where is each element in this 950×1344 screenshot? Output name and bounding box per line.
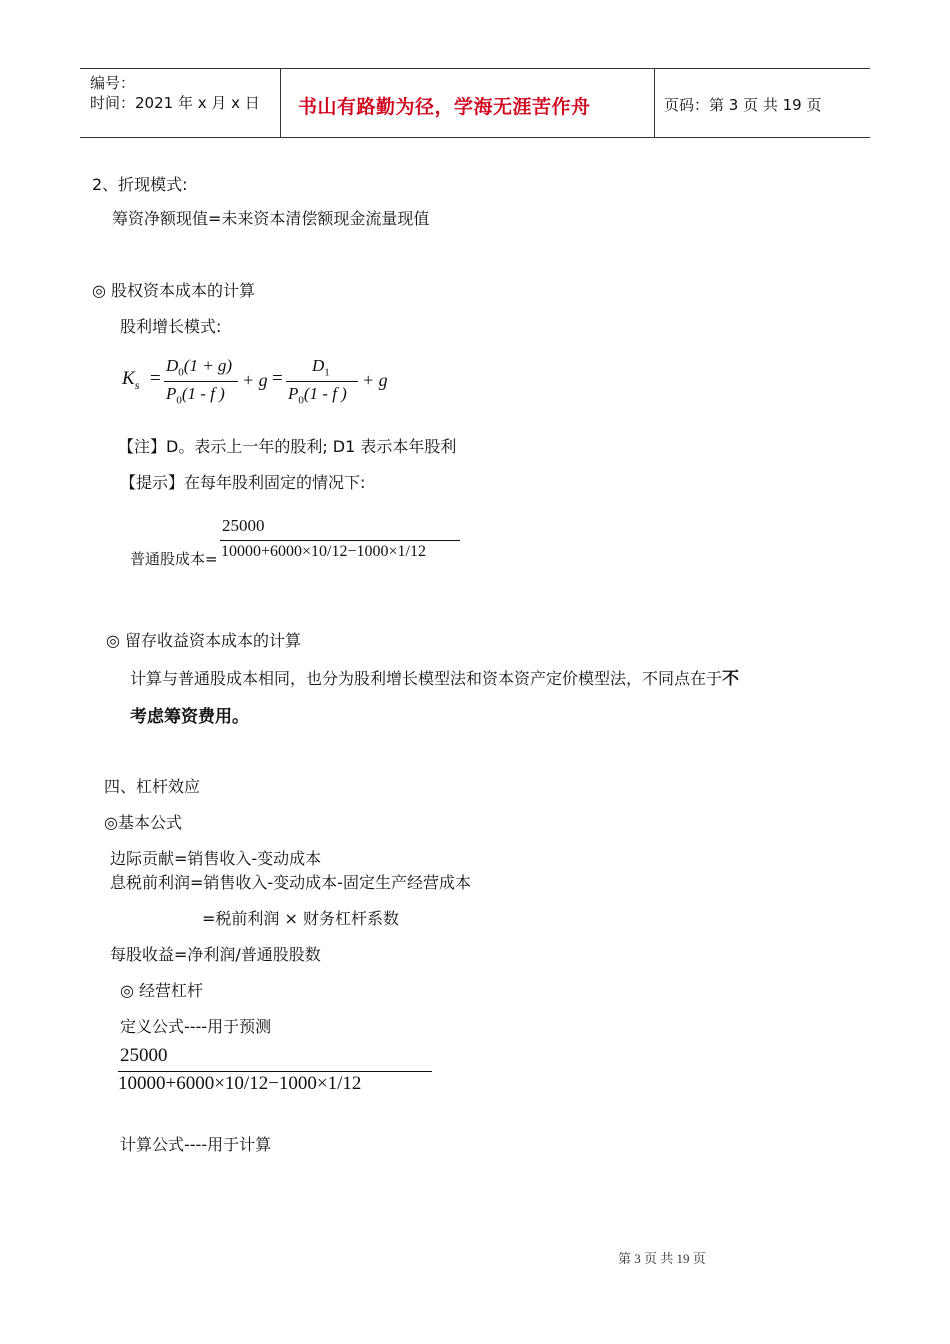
fraction-numerator: $D_0(1 + g)$ <box>166 356 233 379</box>
common-stock-label: 普通股成本= <box>130 550 218 568</box>
plus-g: + g <box>362 370 388 390</box>
fraction-bar <box>220 540 460 541</box>
header-page-info: 页码：第 3 页 共 19 页 <box>664 96 822 114</box>
doc-time-label: 时间：2021 年 x 月 x 日 <box>90 94 260 112</box>
formula-line: 每股收益=净利润/普通股股数 <box>110 945 321 964</box>
fraction-numerator: $D_1$ <box>312 356 330 379</box>
paragraph: 筹资净额现值=未来资本清偿额现金流量现值 <box>112 209 430 228</box>
paragraph: 计算公式----用于计算 <box>120 1135 272 1154</box>
equals-sign: = <box>272 368 283 389</box>
fraction-bar <box>286 381 358 382</box>
subsection-title: ◎基本公式 <box>104 813 182 832</box>
doc-number-label: 编号： <box>90 74 136 92</box>
section-title: 四、杠杆效应 <box>104 777 201 796</box>
subsection-title: 股利增长模式: <box>120 317 222 336</box>
formula-line: =税前利润 × 财务杠杆系数 <box>202 909 399 928</box>
note-text: 【注】D。表示上一年的股利; D1 表示本年股利 <box>118 437 457 456</box>
header-motto: 书山有路勤为径，学海无涯苦作舟 <box>298 96 591 118</box>
formula-line: 边际贡献=销售收入-变动成本 <box>110 849 322 868</box>
header-divider <box>280 69 281 137</box>
header-divider <box>654 69 655 137</box>
equals-sign: = <box>150 368 161 389</box>
formula-ks: $K_s$ <box>122 368 140 392</box>
paragraph: 计算与普通股成本相同，也分为股利增长模型法和资本资产定价模型法，不同点在于不 <box>130 669 740 689</box>
fraction-denominator: 10000+6000×10/12−1000×1/12 <box>118 1073 362 1094</box>
section-title: ◎ 留存收益资本成本的计算 <box>106 631 302 650</box>
fraction-numerator: 25000 <box>120 1045 168 1066</box>
fraction-bar <box>164 381 238 382</box>
plus-g: + g <box>242 370 268 390</box>
fraction-bar <box>118 1071 432 1072</box>
fraction-denominator: 10000+6000×10/12−1000×1/12 <box>221 543 426 560</box>
section-title: ◎ 股权资本成本的计算 <box>92 281 256 300</box>
formula-line: 息税前利润=销售收入-变动成本-固定生产经营成本 <box>110 873 471 892</box>
tip-text: 【提示】在每年股利固定的情况下: <box>120 473 366 492</box>
page-footer: 第 3 页 共 19 页 <box>618 1251 706 1266</box>
fraction-denominator: $P_0(1$ - f ) <box>288 384 347 407</box>
paragraph: 定义公式----用于预测 <box>120 1017 272 1036</box>
subsection-title: ◎ 经营杠杆 <box>120 981 204 1000</box>
fraction-numerator: 25000 <box>222 516 265 535</box>
section-title: 2、折现模式: <box>92 175 188 194</box>
fraction-denominator: $P_0(1$ - f ) <box>166 384 225 407</box>
bold-text: 考虑筹资费用。 <box>130 707 249 727</box>
